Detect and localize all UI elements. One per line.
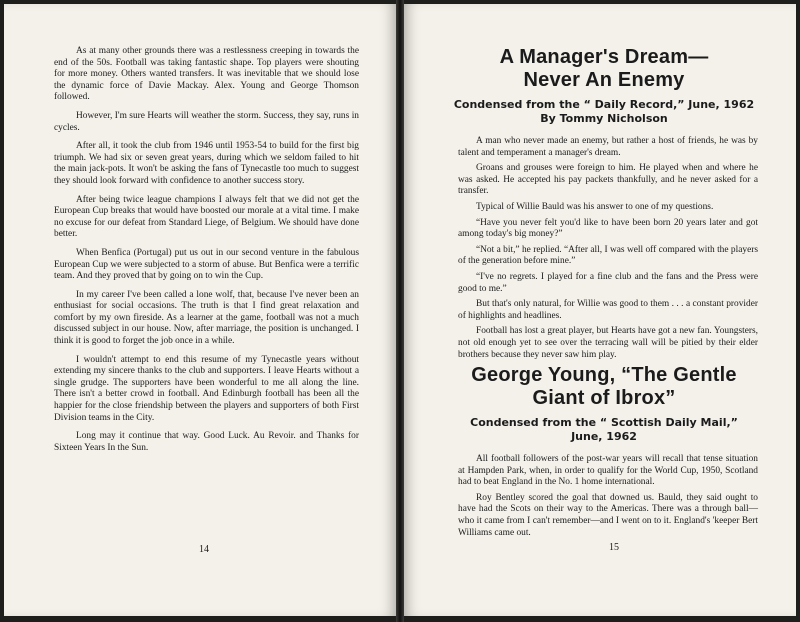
paragraph: Roy Bentley scored the goal that downed us. Bauld, they said ought to have had the Scots on their way to the Americas. There was a through ball—who it came from I can't remember—and I went on to it. England's 'keeper Bert Williams came out. [458, 492, 758, 538]
paragraph: I wouldn't attempt to end this resume of my Tynecastle years without extending my sincere thanks to the club and supporters. I leave Hearts without a single grudge. The supporters have been wonderful to me all along the line. There isn't a better crowd in football. And Edinburgh football has been all the happier for the close friendship between the players and supporters of both First Division teams in the City. [54, 354, 359, 423]
article-george-young [444, 364, 764, 543]
source-line: Condensed from the “ Scottish Daily Mail,” [470, 416, 738, 429]
left-page-text [54, 46, 359, 461]
paragraph: A man who never made an enemy, but rather a host of friends, he was by talent and temperament a manager's dream. [458, 136, 758, 158]
paragraph: “Not a bit,” he replied. “After all, I was well off compared with the players of the generation before mine.” [458, 244, 758, 267]
page-number: 15 [609, 542, 619, 553]
headline-line: Never An Enemy [523, 69, 685, 91]
headline-line: George Young, “The Gentle [471, 364, 737, 386]
book-gutter [396, 0, 404, 622]
left-page [4, 4, 396, 616]
article-headline [444, 46, 764, 92]
paragraph: When Benfica (Portugal) put us out in our second venture in the fabulous European Cup we were subjected to a storm of abuse. But Benfica were a terrific team. And they proved that by going on to win the Cup. [54, 247, 359, 282]
source-line: Condensed from the “ Daily Record,” June, 1962 [453, 98, 755, 111]
article-manager-dream [444, 46, 764, 365]
paragraph: “Have you never felt you'd like to have been born 20 years later and got among today's big money?” [458, 217, 758, 240]
paragraph: However, I'm sure Hearts will weather the storm. Success, they say, runs in cycles. [54, 110, 359, 133]
article-source [444, 416, 764, 444]
paragraph: After being twice league champions I always felt that we did not get the European Cup breaks that would have boosted our morale at a vital time. I make no excuse for our defeat from Standard Liege, of Belgium. We should have done better. [54, 194, 359, 240]
paragraph: Long may it continue that way. Good Luck. Au Revoir. and Thanks for Sixteen Years In the Sun. [54, 431, 359, 453]
right-page [404, 4, 796, 616]
headline-line: A Manager's Dream— [499, 46, 709, 68]
paragraph: “I've no regrets. I played for a fine club and the fans and the Press were good to me.” [458, 271, 758, 294]
source-date: June, 1962 [571, 430, 637, 443]
paragraph: Football has lost a great player, but Hearts have got a new fan. Youngsters, not old enough yet to see over the terracing wall will be pitied by their elder brothers because they never saw him play. [458, 326, 758, 360]
article-body [458, 136, 758, 361]
headline-line: Giant of Ibrox” [532, 387, 676, 409]
byline: By Tommy Nicholson [540, 112, 668, 125]
paragraph: After all, it took the club from 1946 until 1953-54 to build for the first big triumph. We had six or seven great years, during which we seldom failed to hit the main jack-pots. It won't be asking the fans of Tynecastle too much to suggest they should look forward with confidence to another success story. [54, 141, 359, 186]
paragraph: In my career I've been called a lone wolf, that, because I've never been an enthusiast for social occasions. The truth is that I find great relaxation and comfort by my own fireside. As a learner at the game, football was not a much discussed subject in our house. Now, after marriage, the position is unchanged. I think it is good to forget the job once in a while. [54, 289, 359, 347]
paragraph: Typical of Willie Bauld was his answer to one of my questions. [476, 201, 714, 212]
article-headline [444, 364, 764, 410]
paragraph: Groans and grouses were foreign to him. He played when and where he was asked. He accepted his pay packets thankfully, and he never asked for a transfer. [458, 163, 758, 197]
paragraph: As at many other grounds there was a restlessness creeping in towards the end of the 50s. Football was taking fantastic shape. Top players were shouting for more money. Others wanted transfers. It was inevitable that we should lose the dynamic force of Davie Mackay. Alex. Young and George Thomson followed. [54, 46, 359, 103]
page-number: 14 [199, 544, 209, 555]
article-body [458, 454, 758, 539]
paragraph: All football followers of the post-war years will recall that tense situation at Hampden Park, when, in order to qualify for the World Cup, 1950, Scotland had to beat England in the No. 1 home international. [458, 454, 758, 488]
paragraph: But that's only natural, for Willie was good to them . . . a constant provider of highlights and headlines. [458, 299, 758, 321]
article-source [444, 98, 764, 126]
